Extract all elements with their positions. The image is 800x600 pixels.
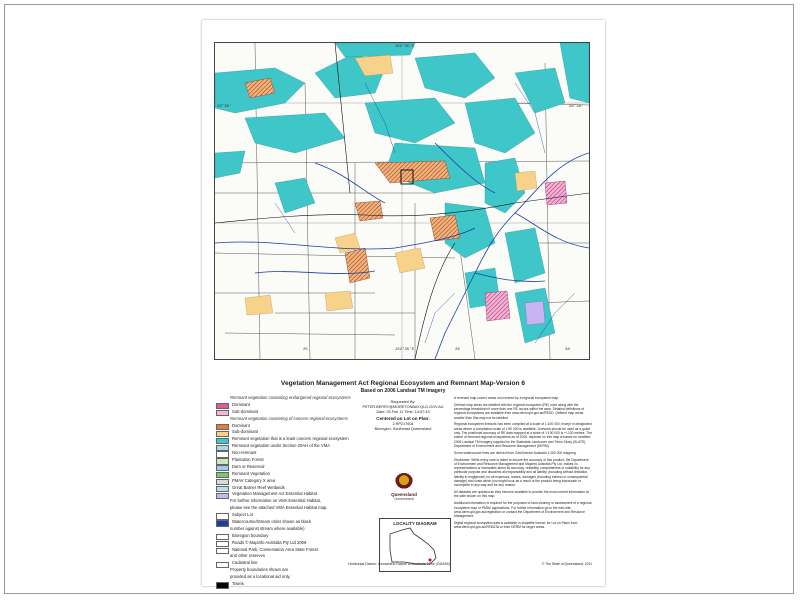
- horizontal-datum: Horizontal Datum: Geocentric Datum of Australia 1994 (GDA94): [348, 562, 450, 566]
- legend-label: Non-remnant: [232, 450, 257, 456]
- copyright: © The State of Queensland, 2011: [541, 562, 592, 566]
- legend-label: and other reserves: [230, 553, 265, 559]
- legend-list: [216, 396, 366, 589]
- locality-title: LOCALITY DIAGRAM: [393, 521, 437, 526]
- legend-label: Remnant vegetation containing endangered regional ecosystems: [230, 395, 351, 400]
- lot-on-plan: 2 RP217604: [392, 422, 414, 427]
- map-sheet: [202, 20, 605, 586]
- note-paragraph: Defined map areas are labelled with the regional ecosystem (RE) code along with the percentage breakdown if more than one RE occurs within the area. Detailed definitions of regional ecosystems are available from www.derm.qld.gov.au/REDD. Defined map areas smaller than 5ha may not be labelled.: [454, 402, 585, 420]
- legend-label: Great Barrier Reef Wetlands: [232, 484, 285, 490]
- legend-swatch: [216, 582, 229, 588]
- legend-label: number against stream where available): [230, 525, 305, 531]
- legend-swatch: [216, 403, 229, 409]
- note-paragraph: A remnant map covers areas not covered by a regional ecosystem map.: [454, 396, 560, 400]
- coord-bottom-mid: 28: [455, 348, 460, 352]
- legend-label: Dominant: [232, 422, 250, 428]
- legend-label: Subject Lot: [232, 512, 253, 518]
- legend-label: For further information on VMA Essential Habitat,: [230, 498, 322, 504]
- legend-label: PMAV Category X area: [232, 477, 276, 483]
- bioregion-label: Bioregion: Southeast Queensland: [374, 426, 432, 431]
- legend-label: Remnant vegetation under Section 20AH of the VMA: [232, 443, 330, 449]
- legend-swatch: [216, 555, 227, 559]
- logo-sub: Government: [394, 497, 414, 501]
- request-date: Date: 03 Feb 11 Time: 14:57:43: [376, 409, 430, 414]
- legend-item: [216, 582, 366, 589]
- legend-swatch: [216, 438, 229, 444]
- coord-top-center: 152°35'E: [395, 45, 415, 49]
- coord-bottom-center: 152°35'E: [395, 348, 415, 352]
- legend-swatch: [216, 513, 229, 519]
- legend-swatch: [216, 575, 227, 579]
- legend-label: Bioregion boundary: [232, 532, 269, 538]
- legend-label: Remnant vegetation containing of concern regional ecosystems: [230, 415, 348, 421]
- legend-swatch: [216, 527, 227, 531]
- legend-swatch: [216, 396, 227, 400]
- logo-name: Queensland: [391, 492, 417, 497]
- legend-label: Roads © Mapinfo Australia Pty Ltd 2009: [232, 539, 307, 545]
- coord-bottom-left: 25: [303, 348, 308, 352]
- coord-right-top: 26°30': [569, 105, 584, 109]
- legend-swatch: [216, 493, 229, 499]
- note-paragraph: Some watercourse lines are derived from GeoScience Australia 1:250 000 mapping.: [454, 450, 577, 455]
- legend-label: Towns: [232, 581, 244, 587]
- legend-label: Property boundaries shown are: [230, 567, 289, 573]
- legend-swatch: [216, 458, 229, 464]
- legend-swatch: [216, 479, 229, 485]
- legend-swatch: [216, 410, 229, 416]
- legend-swatch: [216, 507, 227, 511]
- note-paragraph: Regional ecosystem linework has been compiled at a scale of 1:100 000, except in designated areas where a compilation scale of 1:50 000 is available. Linework should be used as a guide only. The positional accuracy of RE data mapped at a scale of 1:100 000 is +/-100 metres. The extent of remnant regional ecosystems as of 2006, depicted on this map is based on modified 2006 Landsat TM imagery supplied by the Statewide Landcover and Trees Study (SLATS), Department of Environment and Resource Management (DERM).: [454, 422, 592, 448]
- legend-label: Sub-dominant: [232, 429, 259, 435]
- essential-habitat-regions: [525, 301, 545, 325]
- legend-swatch: [216, 541, 229, 547]
- crest-icon: [395, 473, 413, 491]
- queensland-government-logo: [382, 473, 426, 513]
- legend-swatch: [216, 431, 229, 437]
- legend-label: Watercourse/Stream order shown as black: [232, 519, 311, 525]
- legend-swatch: [216, 445, 229, 451]
- legend-label: provided as a locational aid only.: [230, 574, 291, 580]
- note-paragraph: Digital regional ecosystem data is available in shapefile format, for Lot on Plans from www.derm.qld.gov.au/REDATA or from DERM for larger areas.: [454, 520, 578, 530]
- request-info: [354, 400, 452, 432]
- legend-area: [214, 380, 592, 587]
- legend-label: Dam or Reservoir: [232, 463, 265, 469]
- legend-swatch: [216, 534, 229, 540]
- legend-label: Cadastral line: [232, 560, 258, 566]
- legend-label: Vegetation Management Act Essential Habitat: [232, 491, 317, 497]
- legend-swatch: [216, 500, 227, 504]
- note-paragraph: Additional information is required for the purposes of land clearing or assessment of a regional ecosystem map or PMAV applications. For further information go to the web site: www.derm.qld.gov.au/vegetation or contact the Department of Environment and Resource Management.: [454, 501, 592, 519]
- legend-swatch: [216, 451, 229, 457]
- note-paragraph: Disclaimer: While every care is taken to ensure the accuracy of this product, the Department of Environment and Resource Management and MapInfo Australia Pty Ltd, makes no representations or warranties about its accuracy, reliability, completeness or suitability for any particular purpose and disclaims all responsibility and all liability (including without limitation, liability in negligence) for all expenses, losses, damages (including indirect or consequential damage) and costs which you might incur as a result of the product being inaccurate or incomplete in any way and for any reason.: [454, 457, 590, 488]
- map-canvas: [215, 43, 589, 359]
- coord-left-top: 26°30': [217, 105, 232, 109]
- legend-label: Remnant Vegetation: [232, 470, 270, 476]
- legend-label: National Park, Conservation Area State Forest: [232, 546, 318, 552]
- legend-swatch: [216, 465, 229, 471]
- centered-on-title: Centered on Lot on Plan:: [376, 416, 430, 422]
- legend-swatch: [216, 472, 229, 478]
- legend-label: Plantation Forest: [232, 457, 264, 463]
- map-notes: [454, 396, 592, 532]
- requested-by: Requested By: PETER.BERRY@MORETONBAY.QLD.GOV.AU: [362, 400, 444, 409]
- legend-label: Sub-dominant: [232, 408, 259, 414]
- legend-swatch: [216, 569, 227, 573]
- map-subtitle: Based on 2006 Landsat TM Imagery: [360, 388, 446, 394]
- legend-swatch: [216, 548, 229, 554]
- legend-label: Dominant: [232, 401, 250, 407]
- legend-label: please see the attached VMA Essential Habitat map.: [230, 505, 328, 511]
- map-frame[interactable]: [214, 42, 590, 360]
- coord-bottom-right: 28: [565, 348, 570, 352]
- legend-swatch: [216, 562, 229, 568]
- legend-swatch: [216, 520, 229, 526]
- legend-label: Remnant vegetation that is a least concern regional ecosystem: [232, 436, 349, 442]
- map-title: Vegetation Management Act Regional Ecosystem and Remnant Map-Version 6: [280, 380, 526, 387]
- legend-swatch: [216, 424, 229, 430]
- legend-swatch: [216, 417, 227, 421]
- legend-swatch: [216, 486, 229, 492]
- note-paragraph: All datasets are updated as they become available to provide the most current information at the date shown on this map.: [454, 490, 589, 499]
